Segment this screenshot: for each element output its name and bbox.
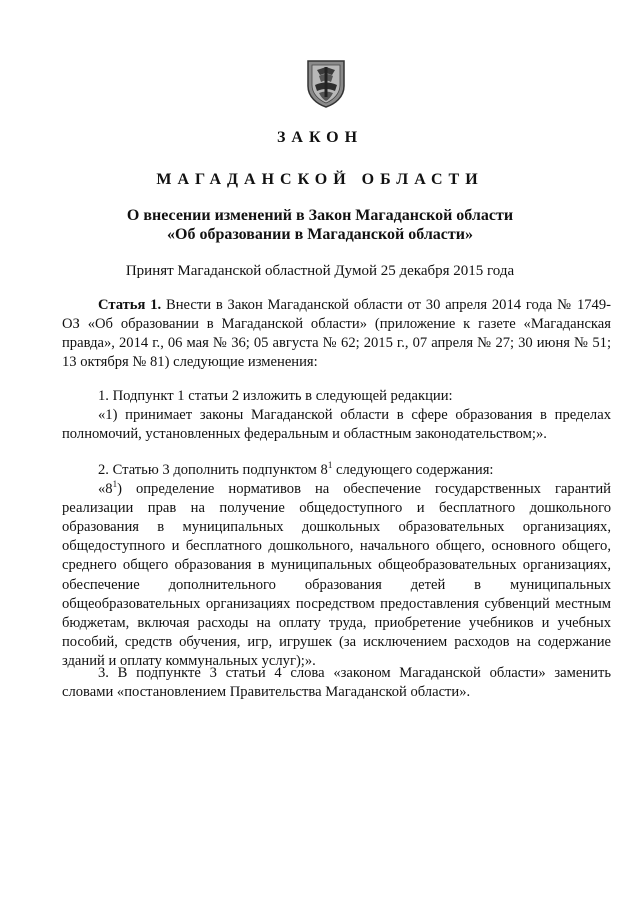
item-1-intro: 1. Подпункт 1 статьи 2 изложить в следующей редакции: bbox=[98, 388, 453, 404]
item-2-intro-before: 2. Статью 3 дополнить подпунктом 8 bbox=[98, 462, 328, 478]
item-2-intro-after: следующего содержания: bbox=[332, 462, 494, 478]
item-1-text: «1) принимает законы Магаданской области в сфере образования в пределах полномочий, установленных федеральным и областным законодательством;». bbox=[62, 407, 611, 443]
item-2-text-sup: 1 bbox=[112, 479, 118, 490]
item-2-intro bbox=[62, 461, 611, 480]
document-title bbox=[0, 206, 640, 244]
item-2-text bbox=[62, 480, 611, 671]
coat-of-arms-icon bbox=[305, 58, 347, 108]
document-region: МАГАДАНСКОЙ ОБЛАСТИ bbox=[156, 171, 484, 188]
adoption-date: Принят Магаданской областной Думой 25 декабря 2015 года bbox=[125, 263, 515, 279]
article-1 bbox=[62, 296, 611, 372]
item-2 bbox=[62, 461, 611, 671]
item-3: 3. В подпункте 3 статьи 4 слова «законом Магаданской области» заменить словами «постановлением Правительства Магаданской области». bbox=[62, 665, 611, 701]
document-title-line2: «Об образовании в Магаданской области» bbox=[167, 226, 473, 243]
item-2-intro-sup: 1 bbox=[327, 460, 333, 471]
article-1-text: Внести в Закон Магаданской области от 30 апреля 2014 года № 1749-ОЗ «Об образовании в Магаданской области» (приложение к газете «Магаданская правда», 2014 г., 06 мая № 36; 05 августа № 62; 2015 г., 07 апреля № 27; 30 июня № 51; 13 октября № 81) следующие изменения: bbox=[62, 297, 611, 371]
document-title-line1: О внесении изменений в Закон Магаданской области bbox=[126, 207, 514, 224]
item-2-text-prefix: «8 bbox=[98, 481, 113, 498]
article-1-label: Статья 1. bbox=[98, 297, 162, 313]
item-2-text-body: ) определение нормативов на обеспечение государственных гарантий реализации прав на получение общедоступного и бесплатного дошкольного образования в муниципальных дошкольных образовательных организациях, общедоступного и бесплатного дошкольного, начального общего, основного общего, среднего общего образования в муниципальных общеобразовательных организациях, обеспечение дополнительного образования детей в муниципальных общеобразовательных организациях посредством предоставления субвенций местным бюджетам, включая расходы на оплату труда, приобретение учебников и учебных пособий, средств обучения, игр, игрушек (за исключением расходов на содержание зданий и оплату коммунальных услуг);». bbox=[62, 481, 611, 669]
item-1 bbox=[62, 387, 611, 444]
document-type: ЗАКОН bbox=[276, 129, 364, 146]
